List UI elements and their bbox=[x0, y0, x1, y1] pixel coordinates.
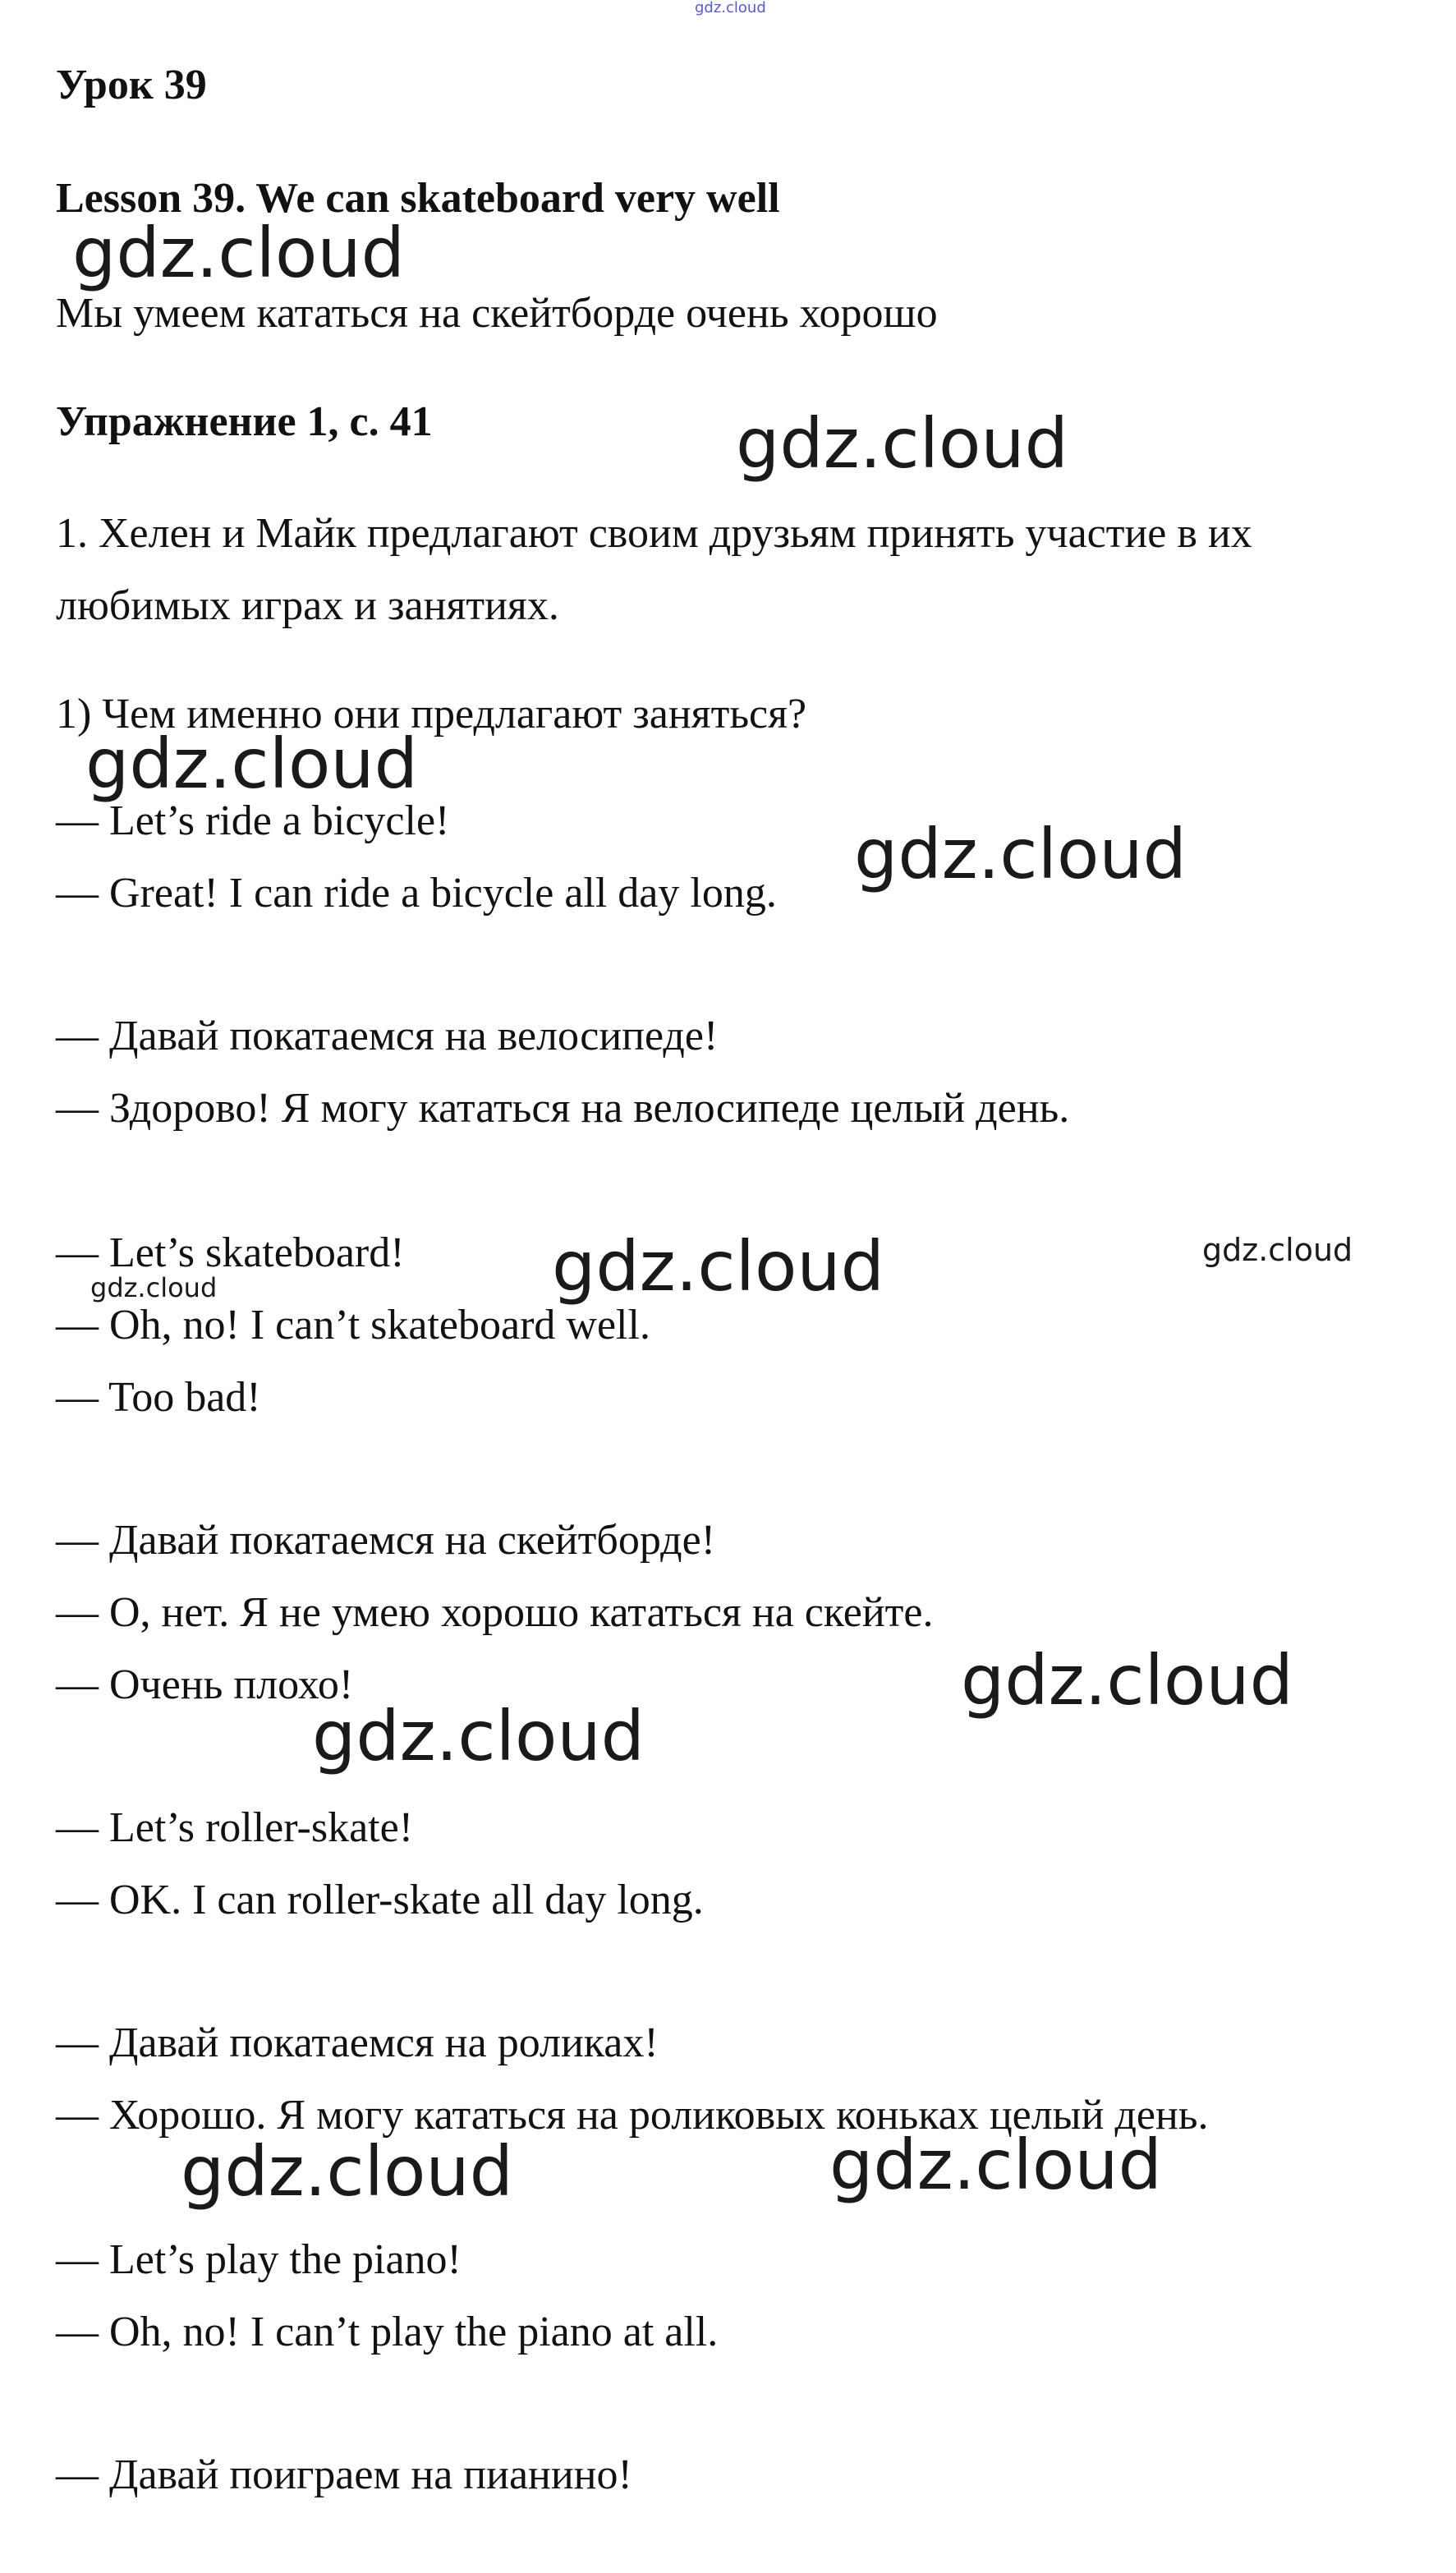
watermark: gdz.cloud bbox=[181, 2131, 513, 2212]
exercise-heading: Упражнение 1, с. 41 bbox=[56, 398, 433, 445]
dialogue-translation-line: — Давай покатаемся на скейтборде! bbox=[56, 1517, 716, 1564]
dialogue-translation-line: — Давай поиграем на пианино! bbox=[56, 2451, 632, 2498]
watermark: gdz.cloud bbox=[854, 814, 1187, 894]
watermark: gdz.cloud bbox=[552, 1226, 884, 1307]
dialogue-translation-line: — Здорово! Я могу кататься на велосипеде целый день. bbox=[56, 1085, 1070, 1132]
watermark: gdz.cloud bbox=[90, 1272, 218, 1303]
dialogue-line: — Great! I can ride a bicycle all day long. bbox=[56, 870, 777, 917]
top-watermark: gdz.cloud bbox=[695, 0, 766, 16]
dialogue-line: — Let’s play the piano! bbox=[56, 2236, 462, 2283]
watermark: gdz.cloud bbox=[85, 724, 418, 804]
watermark: gdz.cloud bbox=[736, 403, 1068, 484]
lesson-translation: Мы умеем кататься на скейтборде очень хорошо bbox=[56, 290, 938, 337]
watermark: gdz.cloud bbox=[1202, 1232, 1353, 1268]
task-question: 1) Чем именно они предлагают заняться? bbox=[56, 691, 807, 737]
watermark: gdz.cloud bbox=[961, 1640, 1293, 1721]
dialogue-translation-line: — О, нет. Я не умею хорошо кататься на скейте. bbox=[56, 1589, 934, 1636]
dialogue-translation-line: — Хорошо. Я могу кататься на роликовых коньках целый день. bbox=[56, 2092, 1209, 2139]
task-intro-line-2: любимых играх и занятиях. bbox=[56, 582, 559, 629]
dialogue-line: — Oh, no! I can’t play the piano at all. bbox=[56, 2309, 719, 2355]
dialogue-line: — Too bad! bbox=[56, 1374, 261, 1421]
lesson-heading-ru: Урок 39 bbox=[56, 62, 207, 108]
dialogue-line: — Let’s skateboard! bbox=[56, 1229, 405, 1276]
watermark: gdz.cloud bbox=[72, 213, 405, 293]
dialogue-translation-line: — Давай покатаемся на велосипеде! bbox=[56, 1013, 719, 1059]
lesson-heading-en: Lesson 39. We can skateboard very well bbox=[56, 175, 780, 222]
watermark: gdz.cloud bbox=[312, 1696, 645, 1776]
dialogue-line: — Let’s roller-skate! bbox=[56, 1804, 414, 1851]
dialogue-line: — OK. I can roller-skate all day long. bbox=[56, 1877, 704, 1923]
dialogue-line: — Oh, no! I can’t skateboard well. bbox=[56, 1302, 650, 1349]
task-intro-line-1: 1. Хелен и Майк предлагают своим друзьям принять участие в их bbox=[56, 510, 1252, 557]
dialogue-translation-line: — Очень плохо! bbox=[56, 1661, 354, 1708]
dialogue-translation-line: — Давай покатаемся на роликах! bbox=[56, 2019, 659, 2066]
dialogue-line: — Let’s ride a bicycle! bbox=[56, 797, 450, 844]
watermark: gdz.cloud bbox=[829, 2125, 1162, 2205]
